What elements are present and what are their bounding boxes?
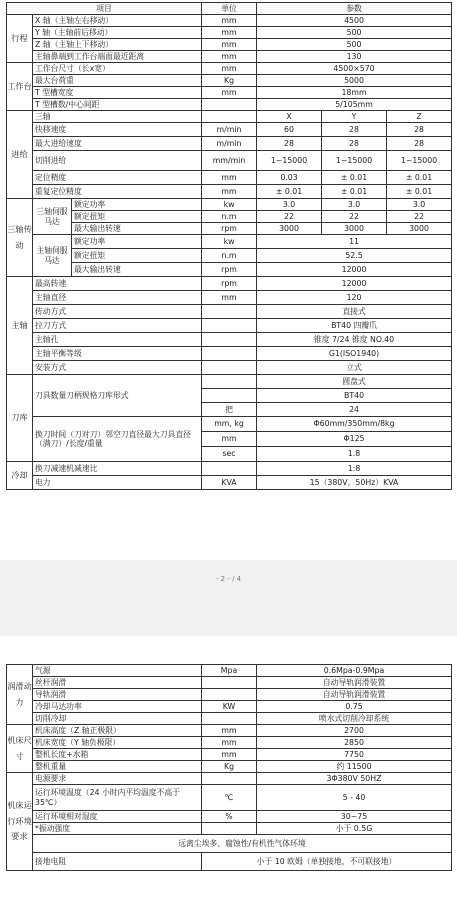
row-value: 24 bbox=[257, 403, 452, 417]
row-value: 0.6Mpa-0.9Mpa bbox=[257, 665, 452, 677]
feed-row bbox=[7, 185, 452, 199]
row-unit: mm bbox=[202, 87, 257, 99]
value-z: 28 bbox=[387, 123, 452, 137]
row-item: 传动方式 bbox=[33, 305, 202, 319]
row-value: 1:8 bbox=[257, 462, 452, 476]
magazine-item-1: 刀具数量刀柄规格刀库形式 bbox=[33, 375, 202, 417]
row-unit: kw bbox=[202, 235, 257, 249]
section-travel: 行程 bbox=[7, 15, 33, 63]
row-item: 额定扭矩 bbox=[72, 249, 202, 263]
drive-row bbox=[7, 223, 452, 235]
row-value: 500 bbox=[257, 39, 452, 51]
row-unit: 把 bbox=[202, 403, 257, 417]
value-z: 3.0 bbox=[387, 199, 452, 211]
feed-row bbox=[7, 123, 452, 137]
row-unit: mm bbox=[202, 63, 257, 75]
row-item: 运行环境相对湿度 bbox=[33, 811, 202, 823]
feed-row bbox=[7, 137, 452, 151]
value-y: 3.0 bbox=[322, 199, 387, 211]
value-x: ± 0.01 bbox=[257, 185, 322, 199]
row-item: 接地电阻 bbox=[33, 853, 202, 871]
row-value: 11 bbox=[257, 235, 452, 249]
row-unit: mm bbox=[202, 39, 257, 51]
travel-row bbox=[7, 51, 452, 63]
row-item: 拉刀方式 bbox=[33, 319, 202, 333]
row-value: G1(ISO1940) bbox=[257, 347, 452, 361]
row-unit bbox=[202, 773, 257, 785]
env-row bbox=[7, 773, 452, 785]
row-item: 重复定位精度 bbox=[33, 185, 202, 199]
value-y: 28 bbox=[322, 123, 387, 137]
spindle-servo-label: 主轴伺服马达 bbox=[33, 235, 72, 277]
row-item: 整机重量 bbox=[33, 761, 202, 773]
row-unit: Kg bbox=[202, 761, 257, 773]
row-item: 安装方式 bbox=[33, 361, 202, 375]
row-unit: KVA bbox=[202, 476, 257, 490]
section-magazine: 刀库 bbox=[7, 375, 33, 462]
magazine-item-2: 换刀时间（刀对刀）邻空刀直径最大刀具直径（满刀）/长度/重量 bbox=[33, 417, 202, 462]
row-item: 三轴 bbox=[33, 111, 202, 123]
value-y: 28 bbox=[322, 137, 387, 151]
row-unit: Kg bbox=[202, 75, 257, 87]
row-unit bbox=[202, 713, 257, 725]
row-value: 500 bbox=[257, 27, 452, 39]
row-unit: rpm bbox=[202, 223, 257, 235]
page-number: - 2 - / 4 bbox=[215, 575, 242, 583]
spindle-row bbox=[7, 291, 452, 305]
row-item: 工作台尺寸（长x宽） bbox=[33, 63, 202, 75]
row-unit bbox=[202, 319, 257, 333]
row-value: 喷水式切削冷却系统 bbox=[257, 713, 452, 725]
row-item: 丝杆润滑 bbox=[33, 677, 202, 689]
row-value: 0.75 bbox=[257, 701, 452, 713]
row-value: 立式 bbox=[257, 361, 452, 375]
row-value: 18mm bbox=[257, 87, 452, 99]
lube-row bbox=[7, 713, 452, 725]
spec-table-page-1 bbox=[6, 2, 452, 490]
row-item: 主轴直径 bbox=[33, 291, 202, 305]
row-unit: mm, kg bbox=[202, 417, 257, 432]
row-unit: mm bbox=[202, 291, 257, 305]
row-value: 12000 bbox=[257, 263, 452, 277]
row-item: 主轴孔 bbox=[33, 333, 202, 347]
row-value: 5 - 40 bbox=[257, 785, 452, 811]
value-x: 1~15000 bbox=[257, 151, 322, 171]
value-x: 3000 bbox=[257, 223, 322, 235]
row-value: BT40 四瓣爪 bbox=[257, 319, 452, 333]
section-drive: 三轴传动 bbox=[7, 199, 33, 277]
value-y: 1~15000 bbox=[322, 151, 387, 171]
row-unit: mm bbox=[202, 432, 257, 447]
row-item: 冷却马达功率 bbox=[33, 701, 202, 713]
row-value: 4500 bbox=[257, 15, 452, 27]
row-unit bbox=[202, 305, 257, 319]
header-unit: 单位 bbox=[202, 3, 257, 15]
row-item: 气源 bbox=[33, 665, 202, 677]
value-z: 1~15000 bbox=[387, 151, 452, 171]
drive-row bbox=[7, 235, 452, 249]
row-unit: m/min bbox=[202, 137, 257, 151]
ground-row bbox=[7, 853, 452, 871]
row-value: 小于 0.5G bbox=[257, 823, 452, 835]
lube-row bbox=[7, 689, 452, 701]
spindle-row bbox=[7, 277, 452, 291]
row-unit: n.m bbox=[202, 211, 257, 223]
row-unit bbox=[202, 361, 257, 375]
drive-row bbox=[7, 199, 452, 211]
section-spindle: 主轴 bbox=[7, 277, 33, 375]
row-unit: mm bbox=[202, 749, 257, 761]
row-unit: sec bbox=[202, 447, 257, 462]
row-value: 52.5 bbox=[257, 249, 452, 263]
row-unit bbox=[202, 333, 257, 347]
row-item: 最高转速 bbox=[33, 277, 202, 291]
dims-row bbox=[7, 761, 452, 773]
drive-row bbox=[7, 211, 452, 223]
value-y: ± 0.01 bbox=[322, 171, 387, 185]
dims-row bbox=[7, 749, 452, 761]
row-unit: KW bbox=[202, 701, 257, 713]
row-item: 换刀减速机减速比 bbox=[33, 462, 202, 476]
header-row bbox=[7, 3, 452, 15]
section-feed: 进给 bbox=[7, 111, 33, 199]
dims-row bbox=[7, 725, 452, 737]
axis-x-label: X bbox=[257, 111, 322, 123]
row-item: X 轴（主轴左右移动） bbox=[33, 15, 202, 27]
row-unit bbox=[202, 347, 257, 361]
row-unit: mm bbox=[202, 737, 257, 749]
env-row bbox=[7, 785, 452, 811]
value-x: 0.03 bbox=[257, 171, 322, 185]
document-page-2 bbox=[0, 636, 457, 918]
row-value: 1.8 bbox=[257, 447, 452, 462]
row-value: 2850 bbox=[257, 737, 452, 749]
row-value: 30~75 bbox=[257, 811, 452, 823]
row-unit bbox=[202, 462, 257, 476]
lube-row bbox=[7, 665, 452, 677]
row-value: 12000 bbox=[257, 277, 452, 291]
row-unit bbox=[202, 99, 257, 111]
row-item: *振动强度 bbox=[33, 823, 202, 835]
row-value: 130 bbox=[257, 51, 452, 63]
spindle-row bbox=[7, 361, 452, 375]
env-row bbox=[7, 811, 452, 823]
row-unit: % bbox=[202, 811, 257, 823]
value-z: ± 0.01 bbox=[387, 171, 452, 185]
lube-row bbox=[7, 677, 452, 689]
row-item: 主轴鼻端到工作台端面最近距离 bbox=[33, 51, 202, 63]
row-value: 2700 bbox=[257, 725, 452, 737]
row-item: 机床宽度（Y 轴负极限） bbox=[33, 737, 202, 749]
row-item: 电源要求 bbox=[33, 773, 202, 785]
worktable-row bbox=[7, 87, 452, 99]
value-z: 28 bbox=[387, 137, 452, 151]
spindle-row bbox=[7, 333, 452, 347]
page-gap bbox=[0, 560, 457, 636]
header-item: 项目 bbox=[7, 3, 202, 15]
spec-table-page-2 bbox=[6, 664, 452, 871]
dims-row bbox=[7, 737, 452, 749]
section-dims: 机床尺寸 bbox=[7, 725, 33, 773]
row-item: 定位精度 bbox=[33, 171, 202, 185]
value-x: 28 bbox=[257, 137, 322, 151]
value-y: ± 0.01 bbox=[322, 185, 387, 199]
row-item: 最大输出转速 bbox=[72, 263, 202, 277]
row-value: 自动导轨润滑装置 bbox=[257, 689, 452, 701]
row-value: 锥度 7/24 锥度 NO.40 bbox=[257, 333, 452, 347]
row-item: 最大台荷重 bbox=[33, 75, 202, 87]
row-value: 小于 10 欧姆（单独接地，不可联接地） bbox=[202, 853, 452, 871]
servo3-label: 三轴伺服马达 bbox=[33, 199, 72, 235]
row-item: T 型槽宽度 bbox=[33, 87, 202, 99]
row-unit: ℃ bbox=[202, 785, 257, 811]
section-cooling: 冷却 bbox=[7, 462, 33, 490]
section-env: 机床运行环境要求 bbox=[7, 773, 33, 871]
row-value: 约 11500 bbox=[257, 761, 452, 773]
value-y: 3000 bbox=[322, 223, 387, 235]
row-value: 4500×570 bbox=[257, 63, 452, 75]
spindle-row bbox=[7, 347, 452, 361]
env-note: 远离尘埃多、腐蚀性/有机性气体环境 bbox=[33, 835, 452, 853]
row-unit bbox=[202, 389, 257, 403]
row-unit: Mpa bbox=[202, 665, 257, 677]
travel-row bbox=[7, 27, 452, 39]
row-unit: rpm bbox=[202, 277, 257, 291]
row-value: 5/105mm bbox=[257, 99, 452, 111]
axis-y-label: Y bbox=[322, 111, 387, 123]
value-x: 22 bbox=[257, 211, 322, 223]
row-item: 额定功率 bbox=[72, 235, 202, 249]
header-param: 参数 bbox=[257, 3, 452, 15]
travel-row bbox=[7, 39, 452, 51]
value-x: 60 bbox=[257, 123, 322, 137]
row-unit: mm bbox=[202, 51, 257, 63]
row-value: BT40 bbox=[257, 389, 452, 403]
row-item: 快移速度 bbox=[33, 123, 202, 137]
row-item: Z 轴（主轴上下移动） bbox=[33, 39, 202, 51]
row-value: 自动导轨润滑装置 bbox=[257, 677, 452, 689]
row-item: 额定功率 bbox=[72, 199, 202, 211]
row-unit bbox=[202, 375, 257, 389]
row-value: 5000 bbox=[257, 75, 452, 87]
row-unit: mm bbox=[202, 171, 257, 185]
feed-axes-row bbox=[7, 111, 452, 123]
row-item: 电力 bbox=[33, 476, 202, 490]
row-value: 直接式 bbox=[257, 305, 452, 319]
row-item: 导轨润滑 bbox=[33, 689, 202, 701]
drive-row bbox=[7, 249, 452, 263]
row-unit: mm/min bbox=[202, 151, 257, 171]
row-item: 整机长度+水箱 bbox=[33, 749, 202, 761]
row-unit bbox=[202, 823, 257, 835]
lube-row bbox=[7, 701, 452, 713]
value-x: 3.0 bbox=[257, 199, 322, 211]
travel-row bbox=[7, 15, 452, 27]
row-item: T 型槽数/中心间距 bbox=[33, 99, 202, 111]
value-z: 22 bbox=[387, 211, 452, 223]
row-unit: mm bbox=[202, 15, 257, 27]
drive-row bbox=[7, 263, 452, 277]
magazine-row bbox=[7, 417, 452, 432]
row-unit: n.m bbox=[202, 249, 257, 263]
row-value: 15（380V，50Hz）KVA bbox=[257, 476, 452, 490]
axis-z-label: Z bbox=[387, 111, 452, 123]
row-unit: rpm bbox=[202, 263, 257, 277]
row-unit: kw bbox=[202, 199, 257, 211]
row-item: 主轴平衡等级 bbox=[33, 347, 202, 361]
value-z: 3000 bbox=[387, 223, 452, 235]
row-value: 3Φ380V 50HZ bbox=[257, 773, 452, 785]
row-unit bbox=[202, 689, 257, 701]
row-value: 7750 bbox=[257, 749, 452, 761]
value-y: 22 bbox=[322, 211, 387, 223]
worktable-row bbox=[7, 99, 452, 111]
feed-row bbox=[7, 151, 452, 171]
row-item: 切削冷却 bbox=[33, 713, 202, 725]
env-row bbox=[7, 823, 452, 835]
spindle-row bbox=[7, 305, 452, 319]
feed-row bbox=[7, 171, 452, 185]
row-item: Y 轴（主轴前后移动） bbox=[33, 27, 202, 39]
row-unit bbox=[202, 677, 257, 689]
value-z: ± 0.01 bbox=[387, 185, 452, 199]
row-item: 切削进给 bbox=[33, 151, 202, 171]
env-note-row bbox=[7, 835, 452, 853]
worktable-row bbox=[7, 75, 452, 87]
spindle-row bbox=[7, 319, 452, 333]
row-value: Φ125 bbox=[257, 432, 452, 447]
row-unit: mm bbox=[202, 185, 257, 199]
magazine-row bbox=[7, 375, 452, 389]
row-value: 圆盘式 bbox=[257, 375, 452, 389]
row-item: 运行环境温度（24 小时内平均温度不高于 35℃） bbox=[33, 785, 202, 811]
row-item: 额定扭矩 bbox=[72, 211, 202, 223]
row-value: 120 bbox=[257, 291, 452, 305]
row-unit: mm bbox=[202, 725, 257, 737]
row-item: 最大输出转速 bbox=[72, 223, 202, 235]
cooling-row bbox=[7, 462, 452, 476]
row-item: 最大进给速度 bbox=[33, 137, 202, 151]
row-unit: m/min bbox=[202, 123, 257, 137]
section-worktable: 工作台 bbox=[7, 63, 33, 111]
section-lube: 润滑动力 bbox=[7, 665, 33, 725]
row-unit bbox=[202, 111, 257, 123]
row-unit: mm bbox=[202, 27, 257, 39]
cooling-row bbox=[7, 476, 452, 490]
row-item: 机床高度（Z 轴正极限） bbox=[33, 725, 202, 737]
worktable-row bbox=[7, 63, 452, 75]
row-value: Φ60mm/350mm/8kg bbox=[257, 417, 452, 432]
